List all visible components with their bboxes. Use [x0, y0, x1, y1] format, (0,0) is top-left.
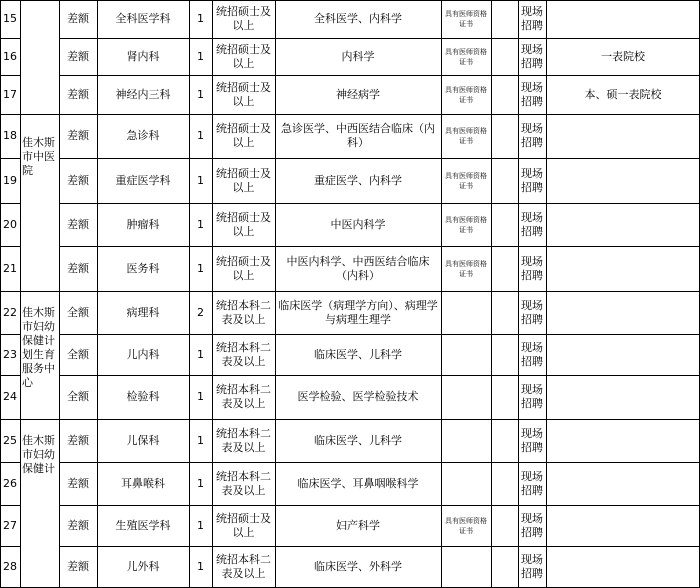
cell-qualification [441, 334, 491, 375]
cell-major-requirement: 中医内科学、中西医结合临床（内科） [286, 254, 430, 282]
cell-education-requirement: 统招本科二表及以上 [216, 383, 271, 410]
cell-remark [546, 246, 700, 291]
cell-row-number: 20 [3, 217, 17, 231]
cell-headcount: 1 [197, 173, 204, 187]
grid-line-horizontal [59, 158, 700, 159]
cell-row-number: 17 [3, 87, 17, 101]
cell-headcount: 1 [197, 129, 204, 142]
cell-major-requirement: 急诊医学、中西医结合临床（内科） [281, 122, 435, 149]
cell-row-number: 28 [3, 560, 17, 573]
cell-qualification: 具有医师资格证书 [445, 259, 487, 278]
cell-major-requirement: 重症医学、内科学 [314, 173, 402, 187]
grid-line-horizontal [59, 462, 700, 463]
cell-remark [546, 546, 700, 588]
cell-qualification [441, 419, 491, 462]
grid-line-horizontal [59, 75, 700, 76]
grid-line-horizontal [0, 203, 20, 204]
cell-headcount: 2 [197, 305, 204, 319]
cell-headcount: 1 [197, 476, 204, 490]
grid-line-horizontal [59, 203, 700, 204]
cell-qualification [441, 375, 491, 419]
cell-major-requirement: 全科医学、内科学 [314, 12, 402, 25]
cell-qualification: 具有医师资格证书 [445, 85, 487, 104]
cell-funding-type: 全额 [67, 390, 89, 403]
unit-name: 佳木斯市妇幼保健计 [22, 434, 55, 475]
grid-line-horizontal [0, 114, 700, 115]
unit-name: 佳木斯市中医院 [22, 136, 55, 177]
cell-funding-type: 差额 [67, 433, 89, 447]
cell-recruit-method: 现场招聘 [521, 166, 543, 194]
grid-line-horizontal [0, 246, 20, 247]
cell-major-requirement: 临床医学、耳鼻咽喉科学 [297, 476, 419, 490]
cell-row-number: 24 [3, 390, 17, 403]
cell-education-requirement: 统招本科二表及以上 [216, 426, 271, 454]
grid-line-horizontal [0, 419, 700, 420]
cell-department: 神经内三科 [115, 87, 171, 101]
cell-row-number: 19 [3, 173, 17, 187]
grid-line-vertical [441, 0, 442, 588]
cell-recruit-method: 现场招聘 [521, 340, 543, 368]
cell-headcount: 1 [197, 560, 204, 573]
cell-recruit-method: 现场招聘 [521, 210, 543, 238]
cell-education-requirement: 统招硕士及以上 [216, 80, 271, 108]
cell-headcount: 1 [197, 347, 204, 361]
cell-department: 儿保科 [126, 433, 160, 447]
grid-line-vertical [491, 0, 492, 588]
cell-recruit-method: 现场招聘 [521, 426, 543, 454]
cell-remark [546, 505, 700, 546]
cell-major-requirement: 临床医学、儿科学 [314, 433, 402, 447]
cell-headcount: 1 [197, 87, 204, 101]
grid-line-horizontal [0, 505, 20, 506]
cell-funding-type: 差额 [67, 261, 89, 275]
cell-major-requirement: 临床医学、外科学 [314, 560, 402, 573]
grid-line-horizontal [0, 546, 20, 547]
cell-funding-type: 全额 [67, 347, 89, 361]
cell-major-requirement: 医学检验、医学检验技术 [297, 390, 419, 403]
grid-line-horizontal [0, 462, 20, 463]
cell-education-requirement: 统招硕士及以上 [216, 210, 271, 238]
cell-department: 儿内科 [126, 347, 160, 361]
cell-funding-type: 差额 [67, 173, 89, 187]
grid-line-vertical [20, 0, 21, 588]
cell-major-requirement: 神经病学 [336, 87, 380, 101]
cell-funding-type: 差额 [67, 217, 89, 231]
grid-line-vertical [275, 0, 276, 588]
cell-row-number: 23 [3, 347, 17, 361]
cell-funding-type: 差额 [67, 12, 89, 25]
cell-headcount: 1 [197, 217, 204, 231]
cell-qualification [441, 291, 491, 334]
cell-education-requirement: 统招本科二表及以上 [216, 340, 271, 368]
cell-remark [546, 158, 700, 203]
cell-headcount: 1 [197, 433, 204, 447]
cell-row-number: 26 [3, 476, 17, 490]
grid-line-horizontal [0, 334, 20, 335]
cell-funding-type: 差额 [67, 476, 89, 490]
cell-recruit-method: 现场招聘 [521, 42, 543, 70]
cell-qualification: 具有医师资格证书 [445, 171, 487, 190]
cell-department: 耳鼻喉科 [121, 476, 165, 490]
cell-headcount: 1 [197, 49, 204, 63]
cell-recruit-method: 现场招聘 [521, 469, 543, 497]
cell-recruit-method: 现场招聘 [521, 511, 543, 539]
grid-line-vertical [189, 0, 190, 588]
grid-line-horizontal [0, 38, 20, 39]
cell-recruit-method: 现场招聘 [521, 553, 543, 580]
cell-department: 生殖医学科 [115, 518, 171, 532]
grid-line-horizontal [59, 38, 700, 39]
grid-line-vertical [212, 0, 213, 588]
cell-remark [546, 375, 700, 419]
cell-remark [546, 462, 700, 505]
cell-major-requirement: 内科学 [341, 49, 375, 63]
cell-department: 急诊科 [126, 129, 160, 142]
cell-education-requirement: 统招硕士及以上 [216, 42, 271, 70]
cell-recruit-method: 现场招聘 [521, 298, 543, 326]
cell-funding-type: 全额 [67, 305, 89, 319]
grid-line-horizontal [0, 291, 700, 292]
cell-department: 检验科 [126, 390, 160, 403]
cell-department: 肿瘤科 [126, 217, 160, 231]
cell-remark: 本、硕一表院校 [584, 87, 662, 101]
cell-headcount: 1 [197, 12, 204, 25]
cell-qualification [441, 546, 491, 588]
cell-recruit-method: 现场招聘 [521, 80, 543, 108]
cell-qualification: 具有医师资格证书 [445, 10, 487, 28]
grid-line-vertical [59, 0, 60, 588]
cell-funding-type: 差额 [67, 518, 89, 532]
cell-remark [546, 114, 700, 158]
cell-department: 医务科 [126, 261, 160, 275]
grid-line-horizontal [0, 0, 700, 1]
cell-qualification [441, 462, 491, 505]
cell-department: 儿外科 [126, 560, 160, 573]
cell-education-requirement: 统招本科二表及以上 [216, 298, 271, 326]
cell-recruit-method: 现场招聘 [521, 5, 543, 32]
cell-row-number: 21 [3, 261, 17, 275]
cell-remark [546, 0, 700, 38]
cell-funding-type: 差额 [67, 49, 89, 63]
grid-line-horizontal [0, 375, 20, 376]
grid-line-horizontal [59, 375, 700, 376]
cell-qualification: 具有医师资格证书 [445, 47, 487, 66]
cell-remark: 一表院校 [601, 49, 645, 63]
grid-line-horizontal [59, 546, 700, 547]
cell-education-requirement: 统招本科二表及以上 [216, 553, 271, 580]
cell-recruit-method: 现场招聘 [521, 122, 543, 149]
cell-major-requirement: 中医内科学 [330, 217, 386, 231]
cell-row-number: 15 [3, 12, 17, 25]
cell-qualification: 具有医师资格证书 [445, 127, 487, 145]
cell-remark [546, 203, 700, 246]
cell-remark [546, 334, 700, 375]
cell-education-requirement: 统招本科二表及以上 [216, 469, 271, 497]
cell-row-number: 27 [3, 518, 17, 532]
grid-line-vertical [546, 0, 547, 588]
cell-education-requirement: 统招硕士及以上 [216, 166, 271, 194]
cell-recruit-method: 现场招聘 [521, 254, 543, 282]
cell-funding-type: 差额 [67, 129, 89, 142]
cell-qualification: 具有医师资格证书 [445, 215, 487, 234]
cell-qualification: 具有医师资格证书 [445, 516, 487, 535]
grid-line-horizontal [59, 246, 700, 247]
cell-headcount: 1 [197, 518, 204, 532]
cell-row-number: 22 [3, 305, 17, 319]
cell-row-number: 18 [3, 129, 17, 142]
cell-education-requirement: 统招硕士及以上 [216, 122, 271, 149]
cell-department: 重症医学科 [115, 173, 171, 187]
grid-line-horizontal [59, 334, 700, 335]
cell-remark [546, 291, 700, 334]
cell-major-requirement: 临床医学（病理学方向）、病理学与病理生理学 [278, 298, 438, 326]
cell-department: 全科医学科 [115, 12, 171, 25]
cell-remark [546, 419, 700, 462]
cell-funding-type: 差额 [67, 87, 89, 101]
cell-major-requirement: 妇产科学 [336, 518, 380, 532]
cell-headcount: 1 [197, 390, 204, 403]
grid-line-horizontal [0, 75, 20, 76]
cell-major-requirement: 临床医学、儿科学 [314, 347, 402, 361]
unit-name: 佳木斯市妇幼保健计划生育服务中心 [22, 306, 55, 389]
unit-name [20, 0, 59, 114]
cell-recruit-method: 现场招聘 [521, 383, 543, 410]
grid-line-vertical [518, 0, 519, 588]
cell-education-requirement: 统招硕士及以上 [216, 5, 271, 32]
grid-line-horizontal [0, 158, 20, 159]
cell-education-requirement: 统招硕士及以上 [216, 511, 271, 539]
cell-education-requirement: 统招硕士及以上 [216, 254, 271, 282]
cell-row-number: 25 [3, 433, 17, 447]
cell-funding-type: 差额 [67, 560, 89, 573]
cell-headcount: 1 [197, 261, 204, 275]
cell-row-number: 16 [3, 49, 17, 63]
cell-department: 病理科 [126, 305, 160, 319]
grid-line-vertical [0, 0, 1, 588]
grid-line-horizontal [59, 505, 700, 506]
grid-line-vertical [97, 0, 98, 588]
cell-department: 肾内科 [126, 49, 160, 63]
